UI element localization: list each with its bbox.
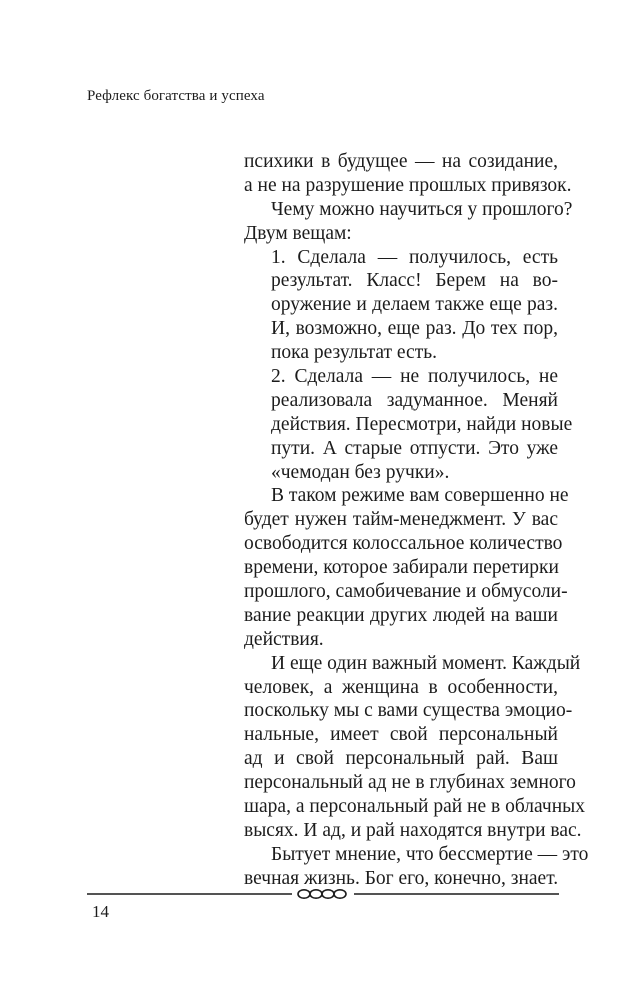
text-line: вание реакции других людей на ваши xyxy=(244,604,558,626)
text-line: Двум вещам: xyxy=(244,222,352,244)
text-line: вечная жизнь. Бог его, конечно, знает. xyxy=(244,867,559,889)
text-line: результат. Класс! Берем на во- xyxy=(271,270,558,292)
text-line: нальные, имеет свой персональный xyxy=(244,724,558,746)
ornament-icon xyxy=(298,890,346,898)
running-head: Рефлекс богатства и успеха xyxy=(87,88,265,104)
text-line: оружение и делаем также еще раз. xyxy=(271,294,558,316)
body-text xyxy=(244,150,589,891)
text-line: прошлого, самобичевание и обмусоли- xyxy=(244,581,568,603)
text-line: Чему можно научиться у прошлого? xyxy=(271,198,573,220)
text-line: человек, а женщина в особенности, xyxy=(244,676,558,698)
text-line: психики в будущее — на созидание, xyxy=(244,151,558,172)
text-line: И еще один важный момент. Каждый xyxy=(271,652,581,674)
text-line: 1. Сделала — получилось, есть xyxy=(271,246,558,268)
text-line: будет нужен тайм-менеджмент. У вас xyxy=(244,509,558,531)
text-line: времени, которое забирали перетирки xyxy=(244,557,559,579)
text-line: 2. Сделала — не получилось, не xyxy=(271,366,558,388)
text-line: «чемодан без ручки». xyxy=(271,461,450,483)
text-line: пути. А старые отпусти. Это уже xyxy=(271,437,558,459)
text-line: персональный ад не в глубинах земного xyxy=(244,772,576,794)
text-line: В таком режиме вам совершенно не xyxy=(271,485,569,507)
text-line: освободится колоссальное количество xyxy=(244,533,563,555)
text-line: реализовала задуманное. Меняй xyxy=(271,389,558,411)
text-line: ад и свой персональный рай. Ваш xyxy=(244,748,558,770)
text-line: действия. xyxy=(244,628,324,650)
text-line: поскольку мы с вами существа эмоцио- xyxy=(244,700,573,722)
text-line: а не на разрушение прошлых привязок. xyxy=(244,174,572,196)
text-line: И, возможно, еще раз. До тех пор, xyxy=(271,318,558,340)
text-line: шара, а персональный рай не в облачных xyxy=(244,796,585,818)
page-number: 14 xyxy=(92,902,109,921)
footer-ornament-rule xyxy=(87,876,559,912)
text-line: высях. И ад, и рай находятся внутри вас. xyxy=(244,819,582,841)
text-line: Бытует мнение, что бессмертие — это xyxy=(271,843,589,865)
text-line: действия. Пересмотри, найди новые xyxy=(271,413,573,435)
text-line: пока результат есть. xyxy=(271,342,437,364)
